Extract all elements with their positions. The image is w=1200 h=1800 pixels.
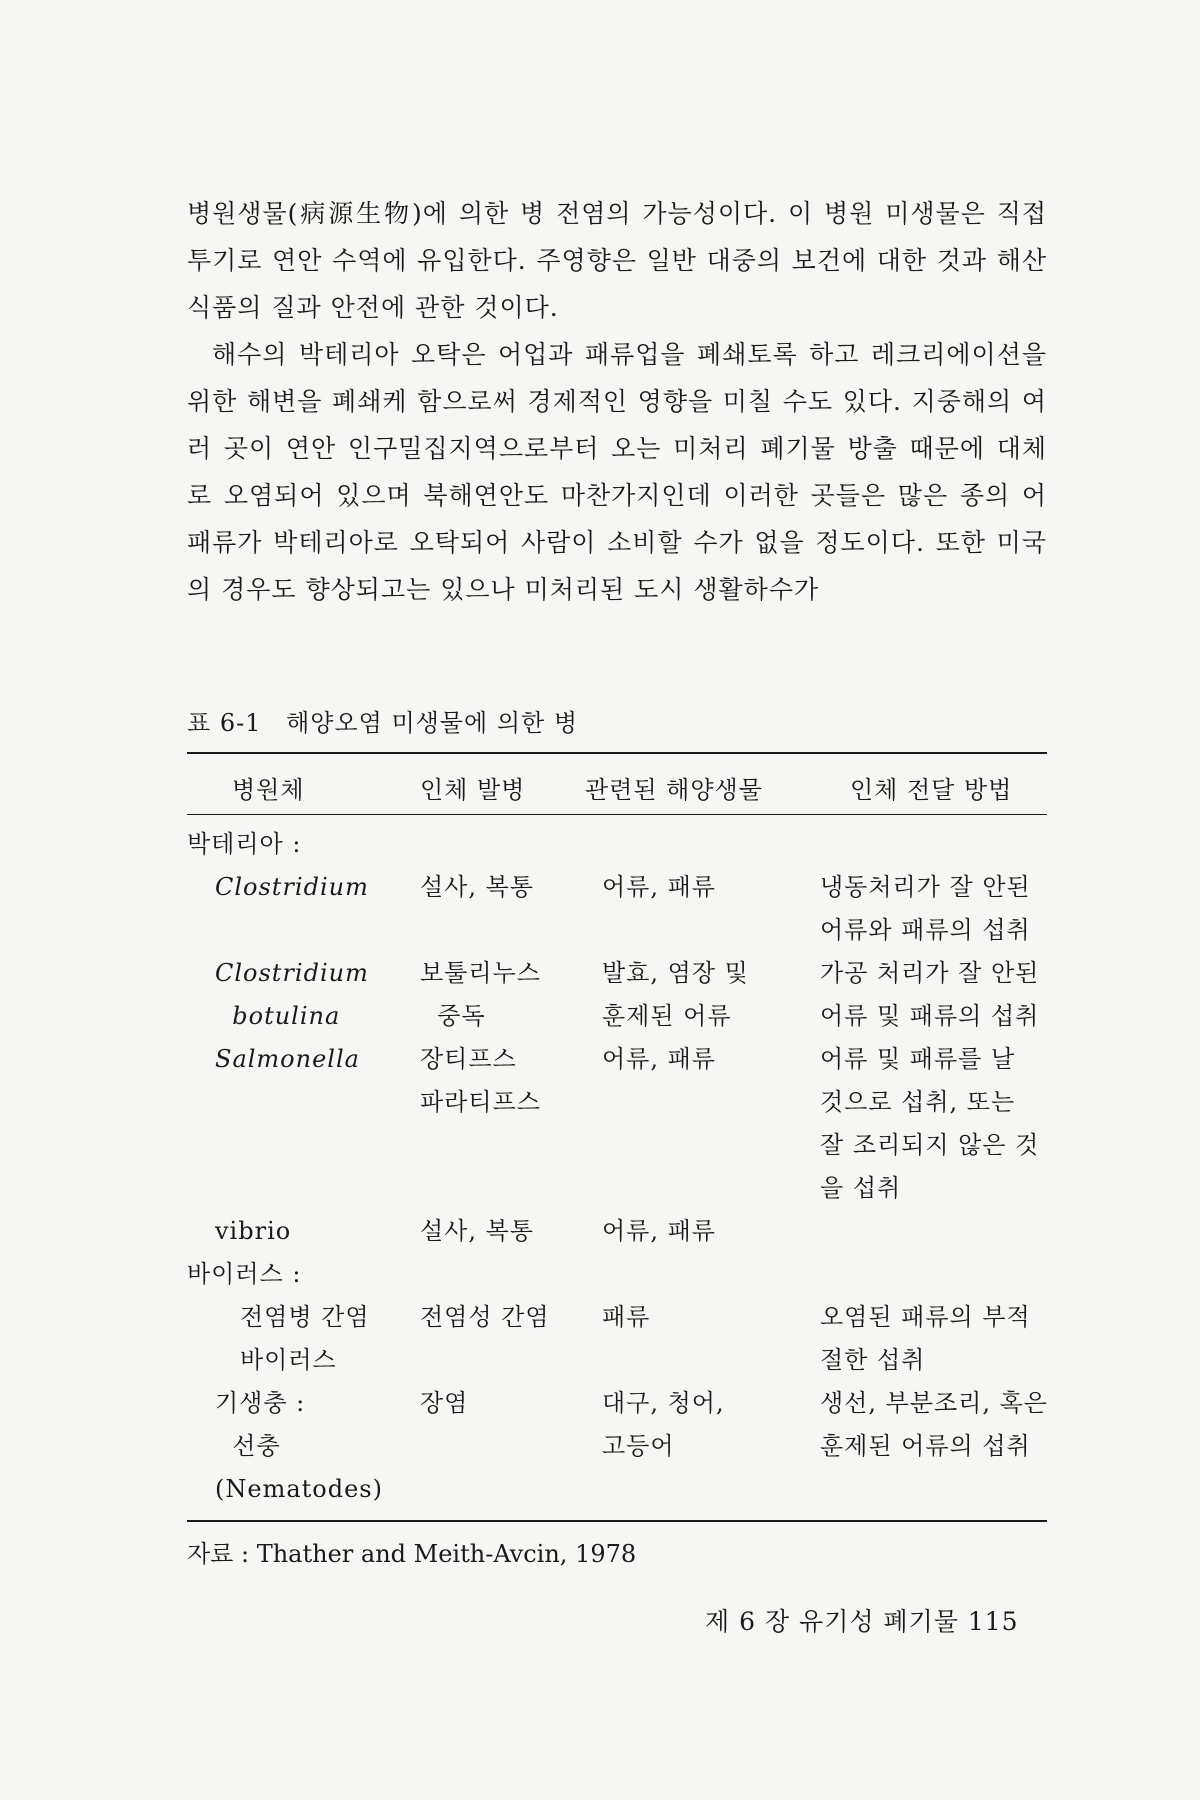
row-parasite-disease: 장염	[420, 1389, 469, 1417]
row-botulina-organism: 발효, 염장 및 훈제된 어류	[602, 959, 749, 1030]
row-salmonella-organism: 어류, 패류	[602, 1045, 716, 1073]
row-hepatitis-organism: 패류	[602, 1303, 651, 1331]
header-disease: 인체 발병	[420, 776, 526, 804]
row-bacteria-group: 박테리아 :	[187, 830, 302, 858]
table-bottom-rule	[187, 1520, 1047, 1522]
header-pathogen: 병원체	[232, 776, 305, 804]
header-transmission: 인체 전달 방법	[850, 776, 1013, 804]
table-number: 표 6-1	[187, 709, 262, 737]
row-hepatitis-disease: 전염성 간염	[420, 1303, 550, 1331]
row-botulina-pathogen: Clostridium botulina	[215, 959, 369, 1030]
row-vibrio-disease: 설사, 복통	[420, 1217, 534, 1245]
table-title: 해양오염 미생물에 의한 병	[286, 709, 579, 737]
running-footer	[705, 1602, 1019, 1638]
header-marine-organism: 관련된 해양생물	[585, 776, 763, 804]
row-hepatitis-transmission: 오염된 패류의 부적 절한 섭취	[820, 1303, 1031, 1374]
footer-title: 유기성 폐기물	[799, 1607, 959, 1636]
row-hepatitis-pathogen: 전염병 간염 바이러스	[240, 1303, 370, 1374]
row-vibrio-organism: 어류, 패류	[602, 1217, 716, 1245]
paragraph-1: 병원생물(病源生物)에 의한 병 전염의 가능성이다. 이 병원 미생물은 직접 투기로 연안 수역에 유입한다. 주영향은 일반 대중의 보건에 대한 것과 해산 식품의 질과 안전에 관한 것이다.	[187, 199, 1047, 322]
row-botulina-transmission: 가공 처리가 잘 안된 어류 및 패류의 섭취	[820, 959, 1040, 1030]
table-source: 자료 : Thather and Meith-Avcin, 1978	[187, 1540, 637, 1568]
page-number: 115	[967, 1607, 1019, 1636]
row-virus-group: 바이러스 :	[187, 1260, 302, 1288]
table-caption	[187, 703, 578, 738]
row-parasite-organism: 대구, 청어, 고등어	[602, 1389, 725, 1460]
row-parasite-pathogen: 기생충 : 선충 (Nematodes)	[215, 1389, 383, 1503]
table-header-rule	[187, 814, 1047, 815]
row-clostridium-disease: 설사, 복통	[420, 873, 534, 901]
table-top-rule	[187, 752, 1047, 754]
row-botulina-disease: 보툴리누스 중독	[420, 959, 541, 1030]
row-clostridium-transmission: 냉동처리가 잘 안된 어류와 패류의 섭취	[820, 873, 1031, 944]
row-salmonella-disease: 장티프스 파라티프스	[420, 1045, 541, 1116]
body-text	[187, 190, 1047, 613]
row-clostridium-pathogen: Clostridium	[215, 873, 369, 901]
row-vibrio-pathogen: vibrio	[215, 1217, 292, 1245]
row-salmonella-transmission: 어류 및 패류를 날 것으로 섭취, 또는 잘 조리되지 않은 것 을 섭취	[820, 1045, 1040, 1202]
paragraph-2: 해수의 박테리아 오탁은 어업과 패류업을 폐쇄토록 하고 레크리에이션을 위한 해변을 폐쇄케 함으로써 경제적인 영향을 미칠 수도 있다. 지중해의 여러 곳이 연안 인구밀집지역으로부터 오는 미처리 폐기물 방출 때문에 대체로 오염되어 있으며 북해연안도 마찬가지인데 이러한 곳들은 많은 종의 어패류가 박테리아로 오탁되어 사람이 소비할 수가 없을 정도이다. 또한 미국의 경우도 향상되고는 있으나 미처리된 도시 생활하수가	[187, 340, 1047, 604]
row-salmonella-pathogen: Salmonella	[215, 1045, 360, 1073]
row-clostridium-organism: 어류, 패류	[602, 873, 716, 901]
row-parasite-transmission: 생선, 부분조리, 혹은 훈제된 어류의 섭취	[820, 1389, 1048, 1460]
footer-chapter: 제 6 장	[705, 1607, 791, 1636]
